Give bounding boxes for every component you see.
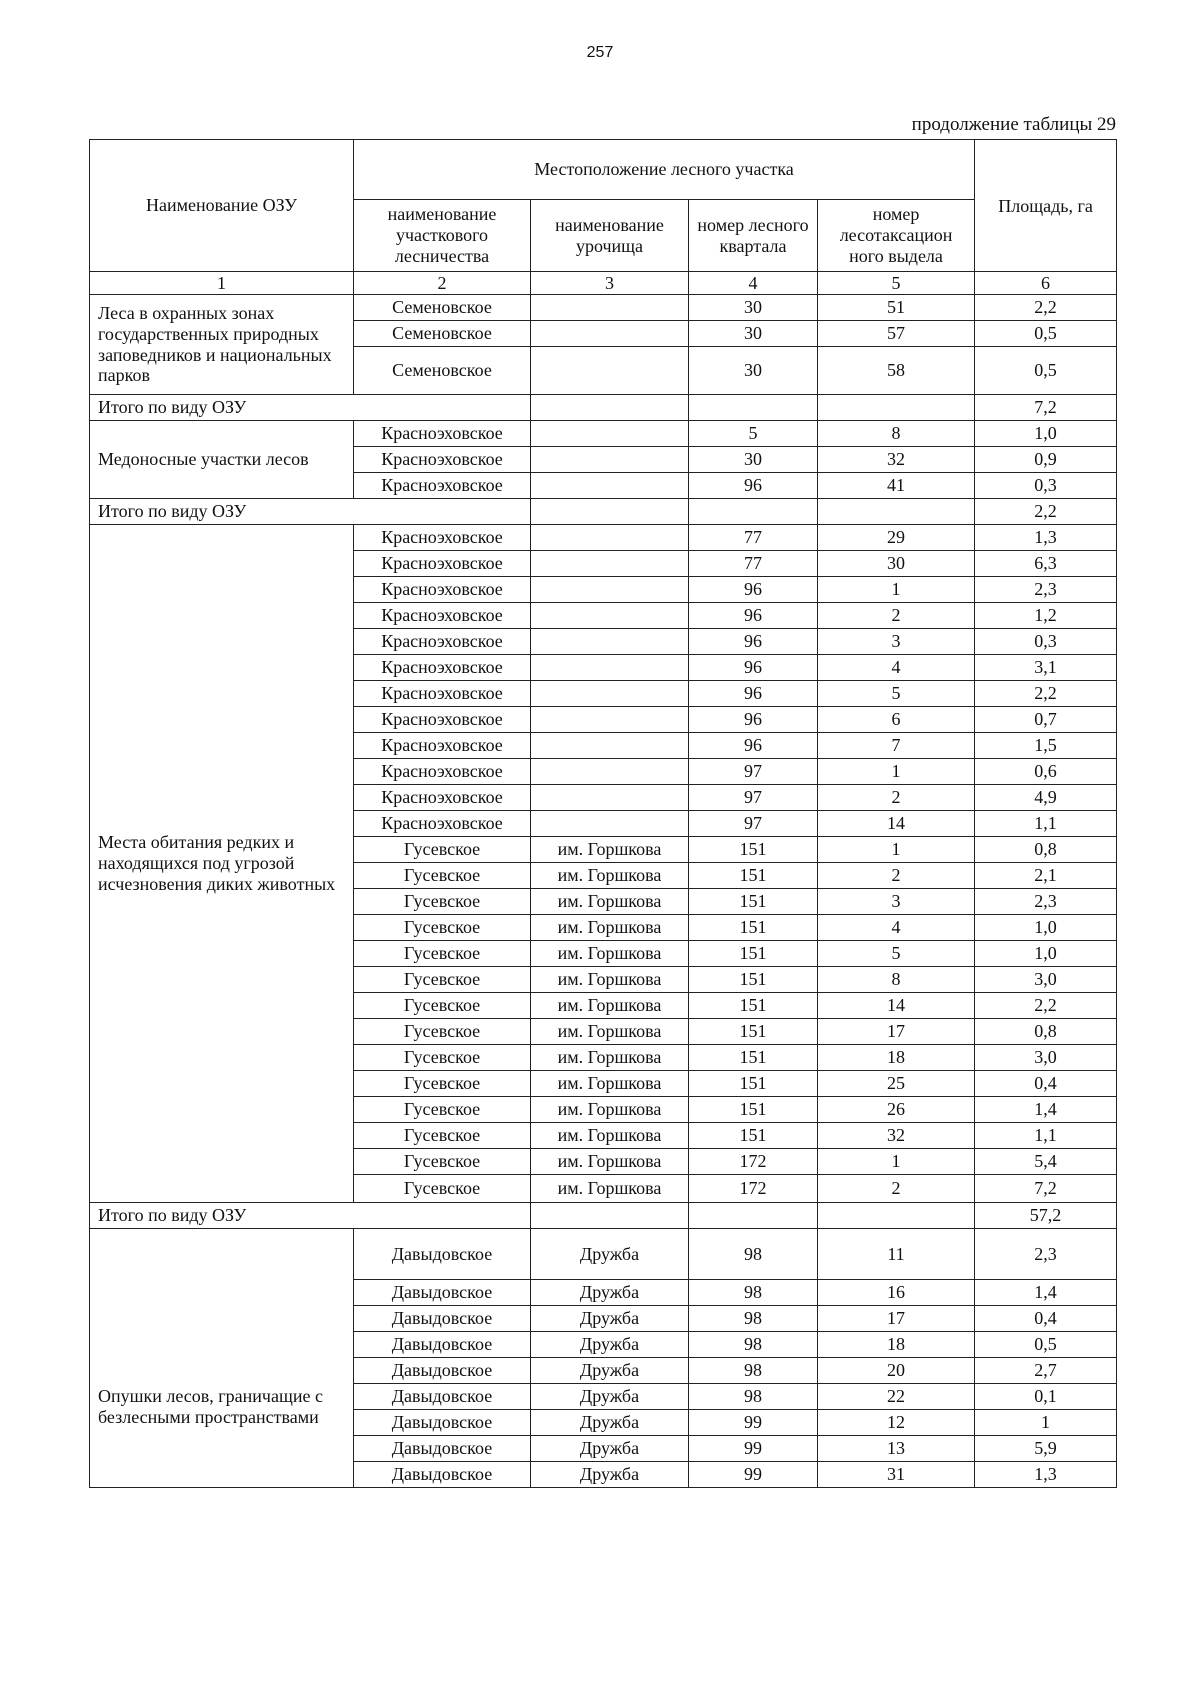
cell-quarter: 172: [689, 1149, 818, 1175]
cell-tract: Дружба: [531, 1358, 689, 1384]
cell-tract: [531, 551, 689, 577]
cell-area: 0,4: [975, 1071, 1117, 1097]
cell-forestry: Давыдовское: [354, 1384, 531, 1410]
cell-forestry: Гусевское: [354, 967, 531, 993]
cell-allotment: 6: [818, 707, 975, 733]
cell-quarter: 99: [689, 1410, 818, 1436]
cell-area: 1,1: [975, 811, 1117, 837]
cell-tract: [531, 811, 689, 837]
header-area: Площадь, га: [975, 140, 1117, 272]
table-row: [90, 295, 1117, 321]
cell-quarter: 96: [689, 733, 818, 759]
cell-forestry: Гусевское: [354, 837, 531, 863]
cell-allotment: 57: [818, 321, 975, 347]
cell-tract: [531, 707, 689, 733]
cell-area: 5,9: [975, 1436, 1117, 1462]
cell-quarter: 97: [689, 811, 818, 837]
cell-quarter: 151: [689, 1045, 818, 1071]
cell-area: 1,4: [975, 1280, 1117, 1306]
cell-forestry: Гусевское: [354, 1097, 531, 1123]
cell-tract: Дружба: [531, 1280, 689, 1306]
cell-tract: [531, 347, 689, 395]
cell-allotment: 26: [818, 1097, 975, 1123]
cell-tract: Дружба: [531, 1462, 689, 1488]
cell-forestry: Красноэховское: [354, 525, 531, 551]
cell-forestry: Давыдовское: [354, 1280, 531, 1306]
cell-quarter: 98: [689, 1229, 818, 1280]
cell-area: 2,3: [975, 1229, 1117, 1280]
cell-quarter: 96: [689, 473, 818, 499]
cell-tract: [531, 681, 689, 707]
empty-cell: [689, 1203, 818, 1229]
col-number: 5: [818, 272, 975, 295]
cell-allotment: 20: [818, 1358, 975, 1384]
table-continuation-caption: продолжение таблицы 29: [911, 114, 1116, 135]
cell-tract: Дружба: [531, 1384, 689, 1410]
total-area: 7,2: [975, 395, 1117, 421]
ozu-table: [89, 139, 1117, 1488]
cell-quarter: 151: [689, 941, 818, 967]
header-row-top: [90, 140, 1117, 200]
cell-area: 0,3: [975, 473, 1117, 499]
col-number: 4: [689, 272, 818, 295]
cell-tract: им. Горшкова: [531, 863, 689, 889]
cell-area: 1,4: [975, 1097, 1117, 1123]
cell-quarter: 96: [689, 655, 818, 681]
ozu-category-name: Леса в охранных зонах государственных природных заповедников и национальных парков: [90, 295, 354, 395]
cell-quarter: 30: [689, 447, 818, 473]
cell-tract: [531, 421, 689, 447]
cell-forestry: Семеновское: [354, 295, 531, 321]
cell-quarter: 96: [689, 577, 818, 603]
cell-quarter: 98: [689, 1384, 818, 1410]
cell-allotment: 13: [818, 1436, 975, 1462]
cell-area: 2,2: [975, 993, 1117, 1019]
cell-quarter: 151: [689, 993, 818, 1019]
cell-quarter: 98: [689, 1358, 818, 1384]
cell-allotment: 58: [818, 347, 975, 395]
cell-allotment: 3: [818, 629, 975, 655]
cell-area: 2,2: [975, 295, 1117, 321]
cell-tract: [531, 785, 689, 811]
cell-forestry: Красноэховское: [354, 759, 531, 785]
cell-forestry: Давыдовское: [354, 1358, 531, 1384]
cell-allotment: 30: [818, 551, 975, 577]
total-label: Итого по виду ОЗУ: [90, 1203, 531, 1229]
cell-allotment: 22: [818, 1384, 975, 1410]
cell-forestry: Красноэховское: [354, 733, 531, 759]
cell-forestry: Гусевское: [354, 1071, 531, 1097]
cell-area: 1: [975, 1410, 1117, 1436]
empty-cell: [689, 395, 818, 421]
cell-allotment: 29: [818, 525, 975, 551]
cell-allotment: 4: [818, 655, 975, 681]
cell-forestry: Красноэховское: [354, 707, 531, 733]
cell-area: 1,3: [975, 1462, 1117, 1488]
cell-allotment: 2: [818, 863, 975, 889]
cell-forestry: Гусевское: [354, 1045, 531, 1071]
table-row: [90, 525, 1117, 551]
cell-quarter: 151: [689, 1071, 818, 1097]
cell-quarter: 30: [689, 321, 818, 347]
cell-area: 0,7: [975, 707, 1117, 733]
cell-allotment: 2: [818, 1175, 975, 1203]
cell-forestry: Красноэховское: [354, 577, 531, 603]
cell-area: 3,0: [975, 967, 1117, 993]
cell-quarter: 99: [689, 1436, 818, 1462]
empty-cell: [689, 499, 818, 525]
cell-allotment: 4: [818, 915, 975, 941]
ozu-category-name: Места обитания редких и находящихся под угрозой исчезновения диких животных: [90, 525, 354, 1203]
cell-area: 0,5: [975, 1332, 1117, 1358]
ozu-table-body: [90, 140, 1117, 1488]
cell-forestry: Гусевское: [354, 1149, 531, 1175]
cell-allotment: 7: [818, 733, 975, 759]
cell-tract: им. Горшкова: [531, 1097, 689, 1123]
cell-area: 0,9: [975, 447, 1117, 473]
cell-area: 1,1: [975, 1123, 1117, 1149]
cell-quarter: 99: [689, 1462, 818, 1488]
total-area: 2,2: [975, 499, 1117, 525]
header-column-numbers: [90, 272, 1117, 295]
cell-quarter: 151: [689, 863, 818, 889]
cell-forestry: Гусевское: [354, 1175, 531, 1203]
cell-forestry: Давыдовское: [354, 1332, 531, 1358]
empty-cell: [531, 499, 689, 525]
cell-quarter: 5: [689, 421, 818, 447]
cell-quarter: 98: [689, 1332, 818, 1358]
cell-forestry: Красноэховское: [354, 551, 531, 577]
cell-quarter: 98: [689, 1306, 818, 1332]
total-area: 57,2: [975, 1203, 1117, 1229]
empty-cell: [818, 395, 975, 421]
cell-tract: [531, 733, 689, 759]
cell-tract: [531, 577, 689, 603]
cell-area: 1,0: [975, 941, 1117, 967]
cell-quarter: 77: [689, 525, 818, 551]
cell-area: 3,1: [975, 655, 1117, 681]
cell-allotment: 12: [818, 1410, 975, 1436]
total-row: [90, 395, 1117, 421]
cell-forestry: Красноэховское: [354, 681, 531, 707]
cell-forestry: Гусевское: [354, 1123, 531, 1149]
cell-tract: [531, 295, 689, 321]
cell-tract: им. Горшкова: [531, 967, 689, 993]
header-tract: наименование урочища: [531, 200, 689, 272]
cell-allotment: 25: [818, 1071, 975, 1097]
empty-cell: [531, 395, 689, 421]
cell-allotment: 1: [818, 759, 975, 785]
cell-forestry: Давыдовское: [354, 1306, 531, 1332]
cell-tract: им. Горшкова: [531, 1019, 689, 1045]
table-row: [90, 421, 1117, 447]
cell-quarter: 151: [689, 837, 818, 863]
cell-tract: им. Горшкова: [531, 1149, 689, 1175]
total-row: [90, 1203, 1117, 1229]
cell-area: 0,5: [975, 347, 1117, 395]
cell-area: 1,0: [975, 915, 1117, 941]
cell-allotment: 51: [818, 295, 975, 321]
cell-area: 0,1: [975, 1384, 1117, 1410]
cell-allotment: 3: [818, 889, 975, 915]
cell-tract: Дружба: [531, 1436, 689, 1462]
cell-quarter: 96: [689, 629, 818, 655]
ozu-category-name: Опушки лесов, граничащие с безлесными пространствами: [90, 1229, 354, 1488]
cell-quarter: 97: [689, 759, 818, 785]
cell-tract: [531, 629, 689, 655]
cell-area: 3,0: [975, 1045, 1117, 1071]
header-forestry: наименование участкового лесничества: [354, 200, 531, 272]
cell-allotment: 11: [818, 1229, 975, 1280]
total-label: Итого по виду ОЗУ: [90, 395, 531, 421]
cell-area: 2,7: [975, 1358, 1117, 1384]
cell-forestry: Гусевское: [354, 993, 531, 1019]
cell-area: 0,8: [975, 1019, 1117, 1045]
cell-tract: [531, 447, 689, 473]
cell-forestry: Давыдовское: [354, 1436, 531, 1462]
cell-area: 1,3: [975, 525, 1117, 551]
cell-allotment: 17: [818, 1019, 975, 1045]
cell-area: 4,9: [975, 785, 1117, 811]
cell-tract: [531, 759, 689, 785]
header-location: Местоположение лесного участка: [354, 140, 975, 200]
cell-allotment: 41: [818, 473, 975, 499]
cell-tract: им. Горшкова: [531, 941, 689, 967]
cell-quarter: 96: [689, 681, 818, 707]
empty-cell: [818, 499, 975, 525]
cell-quarter: 30: [689, 295, 818, 321]
col-number: 1: [90, 272, 354, 295]
cell-allotment: 8: [818, 967, 975, 993]
cell-forestry: Давыдовское: [354, 1229, 531, 1280]
cell-area: 7,2: [975, 1175, 1117, 1203]
cell-tract: им. Горшкова: [531, 1175, 689, 1203]
cell-forestry: Гусевское: [354, 915, 531, 941]
cell-allotment: 16: [818, 1280, 975, 1306]
header-allotment: номер лесотаксацион ного выдела: [818, 200, 975, 272]
cell-tract: [531, 525, 689, 551]
cell-tract: Дружба: [531, 1410, 689, 1436]
cell-tract: им. Горшкова: [531, 889, 689, 915]
cell-quarter: 96: [689, 707, 818, 733]
cell-allotment: 5: [818, 941, 975, 967]
cell-area: 0,8: [975, 837, 1117, 863]
cell-allotment: 2: [818, 603, 975, 629]
cell-tract: им. Горшкова: [531, 1045, 689, 1071]
cell-allotment: 32: [818, 447, 975, 473]
cell-forestry: Красноэховское: [354, 603, 531, 629]
cell-allotment: 31: [818, 1462, 975, 1488]
cell-quarter: 151: [689, 915, 818, 941]
col-number: 3: [531, 272, 689, 295]
cell-quarter: 30: [689, 347, 818, 395]
cell-quarter: 96: [689, 603, 818, 629]
cell-allotment: 14: [818, 993, 975, 1019]
header-ozu-name: Наименование ОЗУ: [90, 140, 354, 272]
cell-forestry: Гусевское: [354, 889, 531, 915]
cell-quarter: 172: [689, 1175, 818, 1203]
table-row: [90, 1229, 1117, 1280]
cell-area: 1,5: [975, 733, 1117, 759]
cell-tract: им. Горшкова: [531, 1071, 689, 1097]
cell-quarter: 98: [689, 1280, 818, 1306]
cell-area: 5,4: [975, 1149, 1117, 1175]
cell-quarter: 151: [689, 889, 818, 915]
cell-allotment: 32: [818, 1123, 975, 1149]
empty-cell: [818, 1203, 975, 1229]
cell-area: 1,0: [975, 421, 1117, 447]
header-quarter: номер лесного квартала: [689, 200, 818, 272]
cell-area: 0,4: [975, 1306, 1117, 1332]
cell-forestry: Красноэховское: [354, 655, 531, 681]
page-number: 257: [586, 44, 614, 61]
col-number: 6: [975, 272, 1117, 295]
cell-allotment: 18: [818, 1332, 975, 1358]
cell-tract: [531, 655, 689, 681]
cell-tract: Дружба: [531, 1229, 689, 1280]
cell-area: 1,2: [975, 603, 1117, 629]
cell-tract: им. Горшкова: [531, 1123, 689, 1149]
cell-quarter: 151: [689, 967, 818, 993]
cell-tract: [531, 473, 689, 499]
cell-allotment: 2: [818, 785, 975, 811]
cell-forestry: Гусевское: [354, 941, 531, 967]
cell-allotment: 18: [818, 1045, 975, 1071]
cell-area: 0,5: [975, 321, 1117, 347]
ozu-category-name: Медоносные участки лесов: [90, 421, 354, 499]
cell-forestry: Красноэховское: [354, 473, 531, 499]
cell-allotment: 8: [818, 421, 975, 447]
cell-forestry: Семеновское: [354, 321, 531, 347]
cell-quarter: 77: [689, 551, 818, 577]
empty-cell: [531, 1203, 689, 1229]
cell-forestry: Красноэховское: [354, 629, 531, 655]
cell-area: 2,2: [975, 681, 1117, 707]
total-row: [90, 499, 1117, 525]
cell-quarter: 151: [689, 1019, 818, 1045]
cell-forestry: Давыдовское: [354, 1410, 531, 1436]
cell-forestry: Гусевское: [354, 863, 531, 889]
cell-area: 2,3: [975, 577, 1117, 603]
cell-tract: [531, 321, 689, 347]
cell-forestry: Давыдовское: [354, 1462, 531, 1488]
cell-area: 6,3: [975, 551, 1117, 577]
cell-tract: им. Горшкова: [531, 993, 689, 1019]
cell-forestry: Красноэховское: [354, 785, 531, 811]
cell-area: 2,3: [975, 889, 1117, 915]
cell-quarter: 151: [689, 1097, 818, 1123]
cell-allotment: 5: [818, 681, 975, 707]
cell-allotment: 1: [818, 837, 975, 863]
cell-area: 0,6: [975, 759, 1117, 785]
cell-area: 2,1: [975, 863, 1117, 889]
cell-area: 0,3: [975, 629, 1117, 655]
cell-tract: Дружба: [531, 1306, 689, 1332]
cell-tract: [531, 603, 689, 629]
cell-quarter: 151: [689, 1123, 818, 1149]
cell-allotment: 14: [818, 811, 975, 837]
total-label: Итого по виду ОЗУ: [90, 499, 531, 525]
cell-tract: Дружба: [531, 1332, 689, 1358]
cell-forestry: Красноэховское: [354, 811, 531, 837]
cell-forestry: Красноэховское: [354, 421, 531, 447]
cell-allotment: 1: [818, 1149, 975, 1175]
cell-allotment: 1: [818, 577, 975, 603]
cell-forestry: Красноэховское: [354, 447, 531, 473]
cell-tract: им. Горшкова: [531, 915, 689, 941]
col-number: 2: [354, 272, 531, 295]
cell-tract: им. Горшкова: [531, 837, 689, 863]
cell-forestry: Семеновское: [354, 347, 531, 395]
cell-quarter: 97: [689, 785, 818, 811]
cell-allotment: 17: [818, 1306, 975, 1332]
cell-forestry: Гусевское: [354, 1019, 531, 1045]
